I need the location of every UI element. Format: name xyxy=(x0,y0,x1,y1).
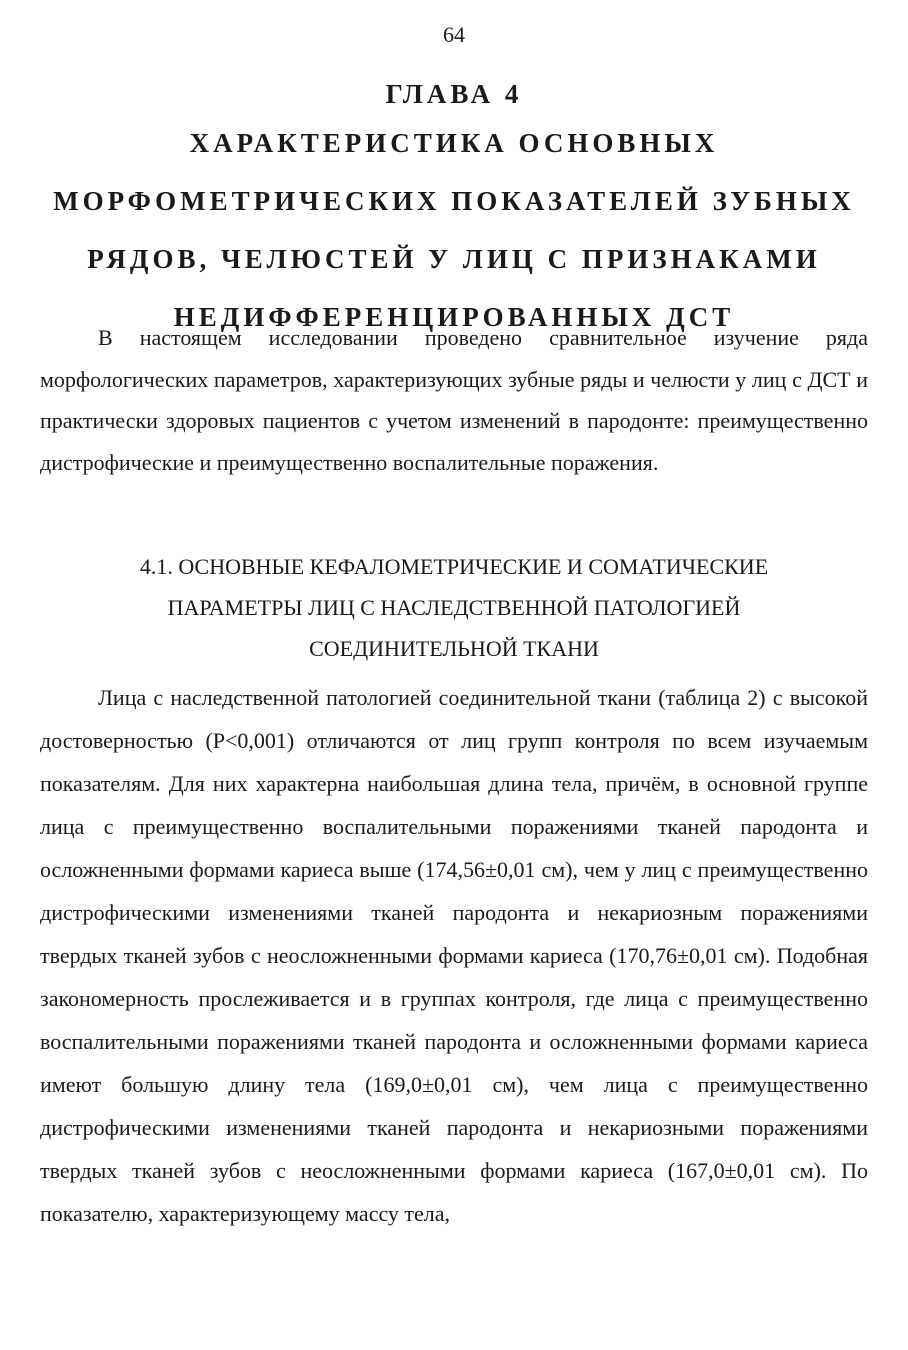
chapter-title-line: НЕДИФФЕРЕНЦИРОВАННЫХ ДСТ xyxy=(173,302,735,332)
chapter-title-line: РЯДОВ, ЧЕЛЮСТЕЙ У ЛИЦ С ПРИЗНАКАМИ xyxy=(87,244,821,274)
chapter-title-line: ХАРАКТЕРИСТИКА ОСНОВНЫХ xyxy=(189,128,719,158)
section-heading-line: ПАРАМЕТРЫ ЛИЦ С НАСЛЕДСТВЕННОЙ ПАТОЛОГИЕЙ xyxy=(167,595,741,620)
section-heading-line: СОЕДИНИТЕЛЬНОЙ ТКАНИ xyxy=(309,636,599,661)
section-heading xyxy=(40,546,868,669)
chapter-label: ГЛАВА 4 xyxy=(385,79,523,109)
page-number: 64 xyxy=(443,22,465,47)
section-paragraph: Лица с наследственной патологией соединительной ткани (таблица 2) с высокой достоверностью (Р<0,001) отличаются от лиц групп контроля по всем изучаемым показателям. Для них характерна наибольшая длина тела, причём, в основной группе лица с преимущественно воспалительными поражениями тканей пародонта и осложненными формами кариеса выше (174,56±0,01 см), чем у лиц с преимущественно дистрофическими изменениями тканей пародонта и некариозным поражениями твердых тканей зубов с неосложненными формами кариеса (170,76±0,01 см). Подобная закономерность прослеживается и в группах контроля, где лица с преимущественно воспалительными поражениями тканей пародонта и осложненными формами кариеса имеют большую длину тела (169,0±0,01 см), чем лица с преимущественно дистрофическими изменениями тканей пародонта и некариозными поражениями твердых тканей зубов с неосложненными формами кариеса (167,0±0,01 см). По показателю, характеризующему массу тела, xyxy=(40,685,868,1226)
section-heading-line: 4.1. ОСНОВНЫЕ КЕФАЛОМЕТРИЧЕСКИЕ И СОМАТИЧЕСКИЕ xyxy=(139,554,769,579)
intro-paragraph: В настоящем исследовании проведено сравнительное изучение ряда морфологических параметров, характеризующих зубные ряды и челюсти у лиц с ДСТ и практически здоровых пациентов с учетом изменений в пародонте: преимущественно дистрофические и преимущественно воспалительные поражения. xyxy=(40,325,868,475)
chapter-title-line: МОРФОМЕТРИЧЕСКИХ ПОКАЗАТЕЛЕЙ ЗУБНЫХ xyxy=(53,186,855,216)
chapter-heading xyxy=(40,74,868,346)
